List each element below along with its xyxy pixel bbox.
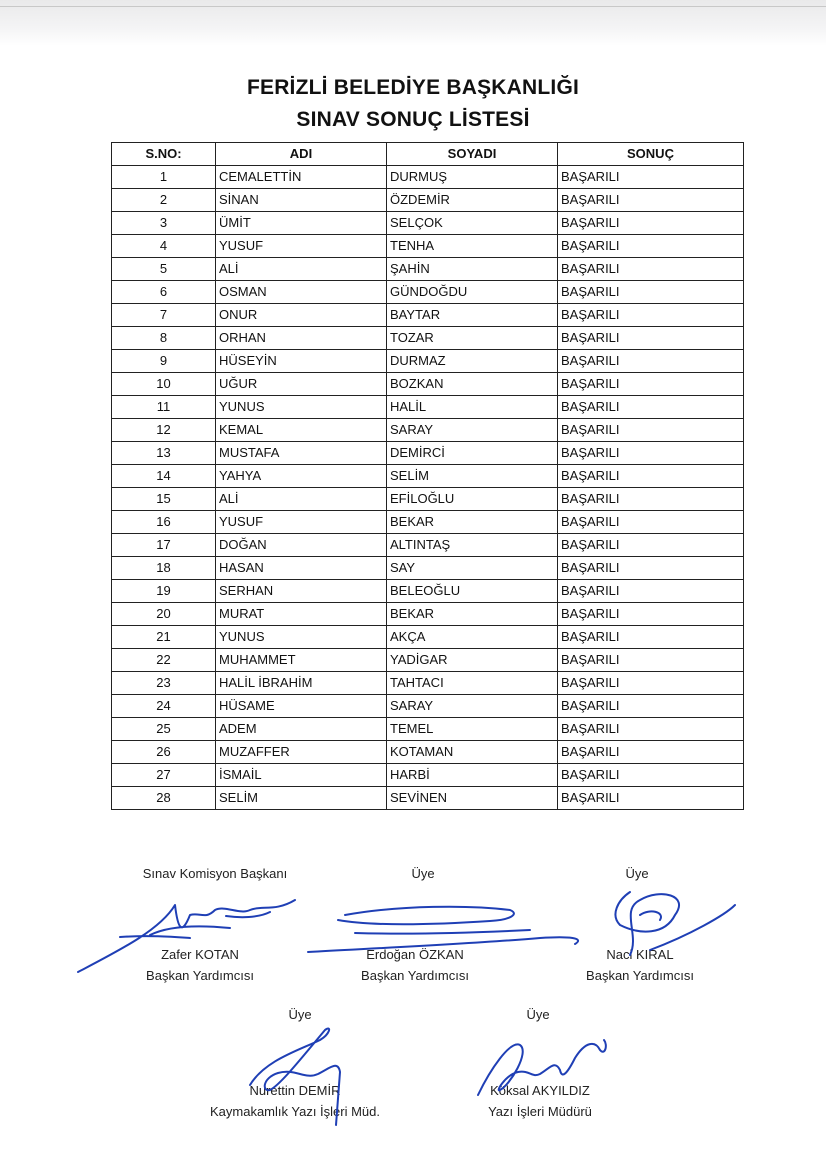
cell-result: BAŞARILI [558,534,744,557]
table-row [112,764,744,787]
signature-title: Başkan Yardımcısı [146,968,254,983]
cell-name: YUSUF [216,235,387,258]
cell-no: 8 [112,327,216,350]
signature-member-4-details [460,1080,620,1122]
results-table [111,142,744,810]
cell-result: BAŞARILI [558,419,744,442]
table-row [112,465,744,488]
cell-surname: BELEOĞLU [387,580,558,603]
cell-no: 24 [112,695,216,718]
cell-result: BAŞARILI [558,741,744,764]
cell-no: 1 [112,166,216,189]
cell-surname: SARAY [387,695,558,718]
cell-no: 15 [112,488,216,511]
page-subtitle: SINAV SONUÇ LİSTESİ [296,108,530,131]
table-row [112,373,744,396]
page-title: FERİZLİ BELEDİYE BAŞKANLIĞI [246,76,580,99]
cell-result: BAŞARILI [558,718,744,741]
cell-surname: TEMEL [387,718,558,741]
cell-surname: BOZKAN [387,373,558,396]
cell-result: BAŞARILI [558,465,744,488]
cell-name: MUSTAFA [216,442,387,465]
cell-surname: TOZAR [387,327,558,350]
cell-name: YUNUS [216,626,387,649]
cell-no: 20 [112,603,216,626]
cell-name: MUHAMMET [216,649,387,672]
cell-result: BAŞARILI [558,603,744,626]
signature-member-2-role [574,863,700,884]
cell-name: YUNUS [216,396,387,419]
cell-no: 21 [112,626,216,649]
cell-no: 23 [112,672,216,695]
cell-no: 5 [112,258,216,281]
cell-no: 18 [112,557,216,580]
cell-name: ALİ [216,488,387,511]
table-row [112,787,744,810]
cell-no: 16 [112,511,216,534]
signature-member-3-role [250,1004,350,1025]
cell-no: 3 [112,212,216,235]
cell-name: MUZAFFER [216,741,387,764]
cell-result: BAŞARILI [558,442,744,465]
cell-no: 7 [112,304,216,327]
signature-chair-details [120,944,280,986]
cell-result: BAŞARILI [558,327,744,350]
cell-surname: EFİLOĞLU [387,488,558,511]
cell-name: HÜSEYİN [216,350,387,373]
table-row [112,350,744,373]
signature-member-4-role [488,1004,588,1025]
cell-surname: ŞAHİN [387,258,558,281]
cell-no: 22 [112,649,216,672]
table-row [112,741,744,764]
signature-member-1-role [360,863,486,884]
cell-name: KEMAL [216,419,387,442]
signature-name: Erdoğan ÖZKAN [366,947,464,962]
table-row [112,672,744,695]
cell-surname: TAHTACI [387,672,558,695]
cell-no: 17 [112,534,216,557]
cell-surname: BAYTAR [387,304,558,327]
cell-surname: SAY [387,557,558,580]
table-row [112,649,744,672]
signature-title: Yazı İşleri Müdürü [488,1104,592,1119]
table-header-row [112,143,744,166]
cell-result: BAŞARILI [558,373,744,396]
cell-surname: ÖZDEMİR [387,189,558,212]
cell-result: BAŞARILI [558,695,744,718]
column-header-result: SONUÇ [558,143,744,166]
table-body [112,166,744,810]
cell-no: 19 [112,580,216,603]
signature-role: Üye [288,1007,312,1022]
signature-role: Üye [411,866,435,881]
signature-member-2-details [565,944,715,986]
table-row [112,189,744,212]
cell-surname: BEKAR [387,603,558,626]
cell-no: 6 [112,281,216,304]
cell-no: 25 [112,718,216,741]
cell-name: SELİM [216,787,387,810]
signature-name: Köksal AKYILDIZ [490,1083,590,1098]
cell-result: BAŞARILI [558,235,744,258]
cell-surname: DURMAZ [387,350,558,373]
cell-result: BAŞARILI [558,672,744,695]
table-row [112,258,744,281]
scan-line [0,6,826,7]
table-row [112,626,744,649]
table-row [112,580,744,603]
table-row [112,511,744,534]
table-row [112,442,744,465]
cell-result: BAŞARILI [558,649,744,672]
table-row [112,695,744,718]
table-row [112,304,744,327]
cell-surname: HALİL [387,396,558,419]
cell-surname: SELİM [387,465,558,488]
table-row [112,603,744,626]
cell-no: 28 [112,787,216,810]
cell-surname: GÜNDOĞDU [387,281,558,304]
cell-result: BAŞARILI [558,281,744,304]
cell-name: HASAN [216,557,387,580]
cell-result: BAŞARILI [558,511,744,534]
table-row [112,534,744,557]
cell-result: BAŞARILI [558,488,744,511]
cell-no: 2 [112,189,216,212]
cell-no: 9 [112,350,216,373]
cell-surname: YADİGAR [387,649,558,672]
cell-no: 4 [112,235,216,258]
cell-name: OSMAN [216,281,387,304]
signature-role: Üye [625,866,649,881]
table-row [112,419,744,442]
signature-role: Sınav Komisyon Başkanı [142,866,288,881]
cell-result: BAŞARILI [558,396,744,419]
cell-surname: DURMUŞ [387,166,558,189]
cell-name: ONUR [216,304,387,327]
cell-result: BAŞARILI [558,787,744,810]
cell-name: İSMAİL [216,764,387,787]
signature-chair [120,863,310,884]
signature-name: Naci KIRAL [606,947,674,962]
cell-surname: ALTINTAŞ [387,534,558,557]
cell-name: CEMALETTİN [216,166,387,189]
cell-result: BAŞARILI [558,764,744,787]
table-row [112,235,744,258]
signature-title: Kaymakamlık Yazı İşleri Müd. [209,1104,380,1119]
cell-surname: HARBİ [387,764,558,787]
cell-surname: SARAY [387,419,558,442]
cell-no: 12 [112,419,216,442]
cell-result: BAŞARILI [558,557,744,580]
signature-name: Nurettin DEMİR [249,1083,341,1098]
cell-name: YUSUF [216,511,387,534]
cell-name: HALİL İBRAHİM [216,672,387,695]
signature-role: Üye [526,1007,550,1022]
table-row [112,557,744,580]
signature-title: Başkan Yardımcısı [586,968,694,983]
cell-result: BAŞARILI [558,212,744,235]
column-header-name: ADI [216,143,387,166]
cell-name: UĞUR [216,373,387,396]
cell-surname: SELÇOK [387,212,558,235]
cell-result: BAŞARILI [558,189,744,212]
cell-no: 14 [112,465,216,488]
table-row [112,327,744,350]
cell-name: YAHYA [216,465,387,488]
cell-name: MURAT [216,603,387,626]
cell-name: ALİ [216,258,387,281]
table-row [112,281,744,304]
cell-surname: TENHA [387,235,558,258]
cell-surname: AKÇA [387,626,558,649]
cell-no: 13 [112,442,216,465]
signature-member-3-details [185,1080,405,1122]
table-row [112,212,744,235]
cell-surname: DEMİRCİ [387,442,558,465]
signature-title: Başkan Yardımcısı [361,968,469,983]
table-row [112,718,744,741]
cell-result: BAŞARILI [558,166,744,189]
cell-result: BAŞARILI [558,304,744,327]
cell-no: 11 [112,396,216,419]
cell-surname: SEVİNEN [387,787,558,810]
cell-name: HÜSAME [216,695,387,718]
cell-name: SİNAN [216,189,387,212]
table-row [112,488,744,511]
cell-result: BAŞARILI [558,258,744,281]
cell-no: 27 [112,764,216,787]
cell-name: SERHAN [216,580,387,603]
cell-no: 26 [112,741,216,764]
cell-no: 10 [112,373,216,396]
cell-name: DOĞAN [216,534,387,557]
signature-member-1-details [340,944,490,986]
cell-surname: BEKAR [387,511,558,534]
table-row [112,396,744,419]
table-row [112,166,744,189]
cell-name: ÜMİT [216,212,387,235]
cell-name: ADEM [216,718,387,741]
cell-surname: KOTAMAN [387,741,558,764]
cell-name: ORHAN [216,327,387,350]
column-header-surname: SOYADI [387,143,558,166]
signature-name: Zafer KOTAN [161,947,239,962]
cell-result: BAŞARILI [558,580,744,603]
cell-result: BAŞARILI [558,626,744,649]
cell-result: BAŞARILI [558,350,744,373]
column-header-no: S.NO: [112,143,216,166]
